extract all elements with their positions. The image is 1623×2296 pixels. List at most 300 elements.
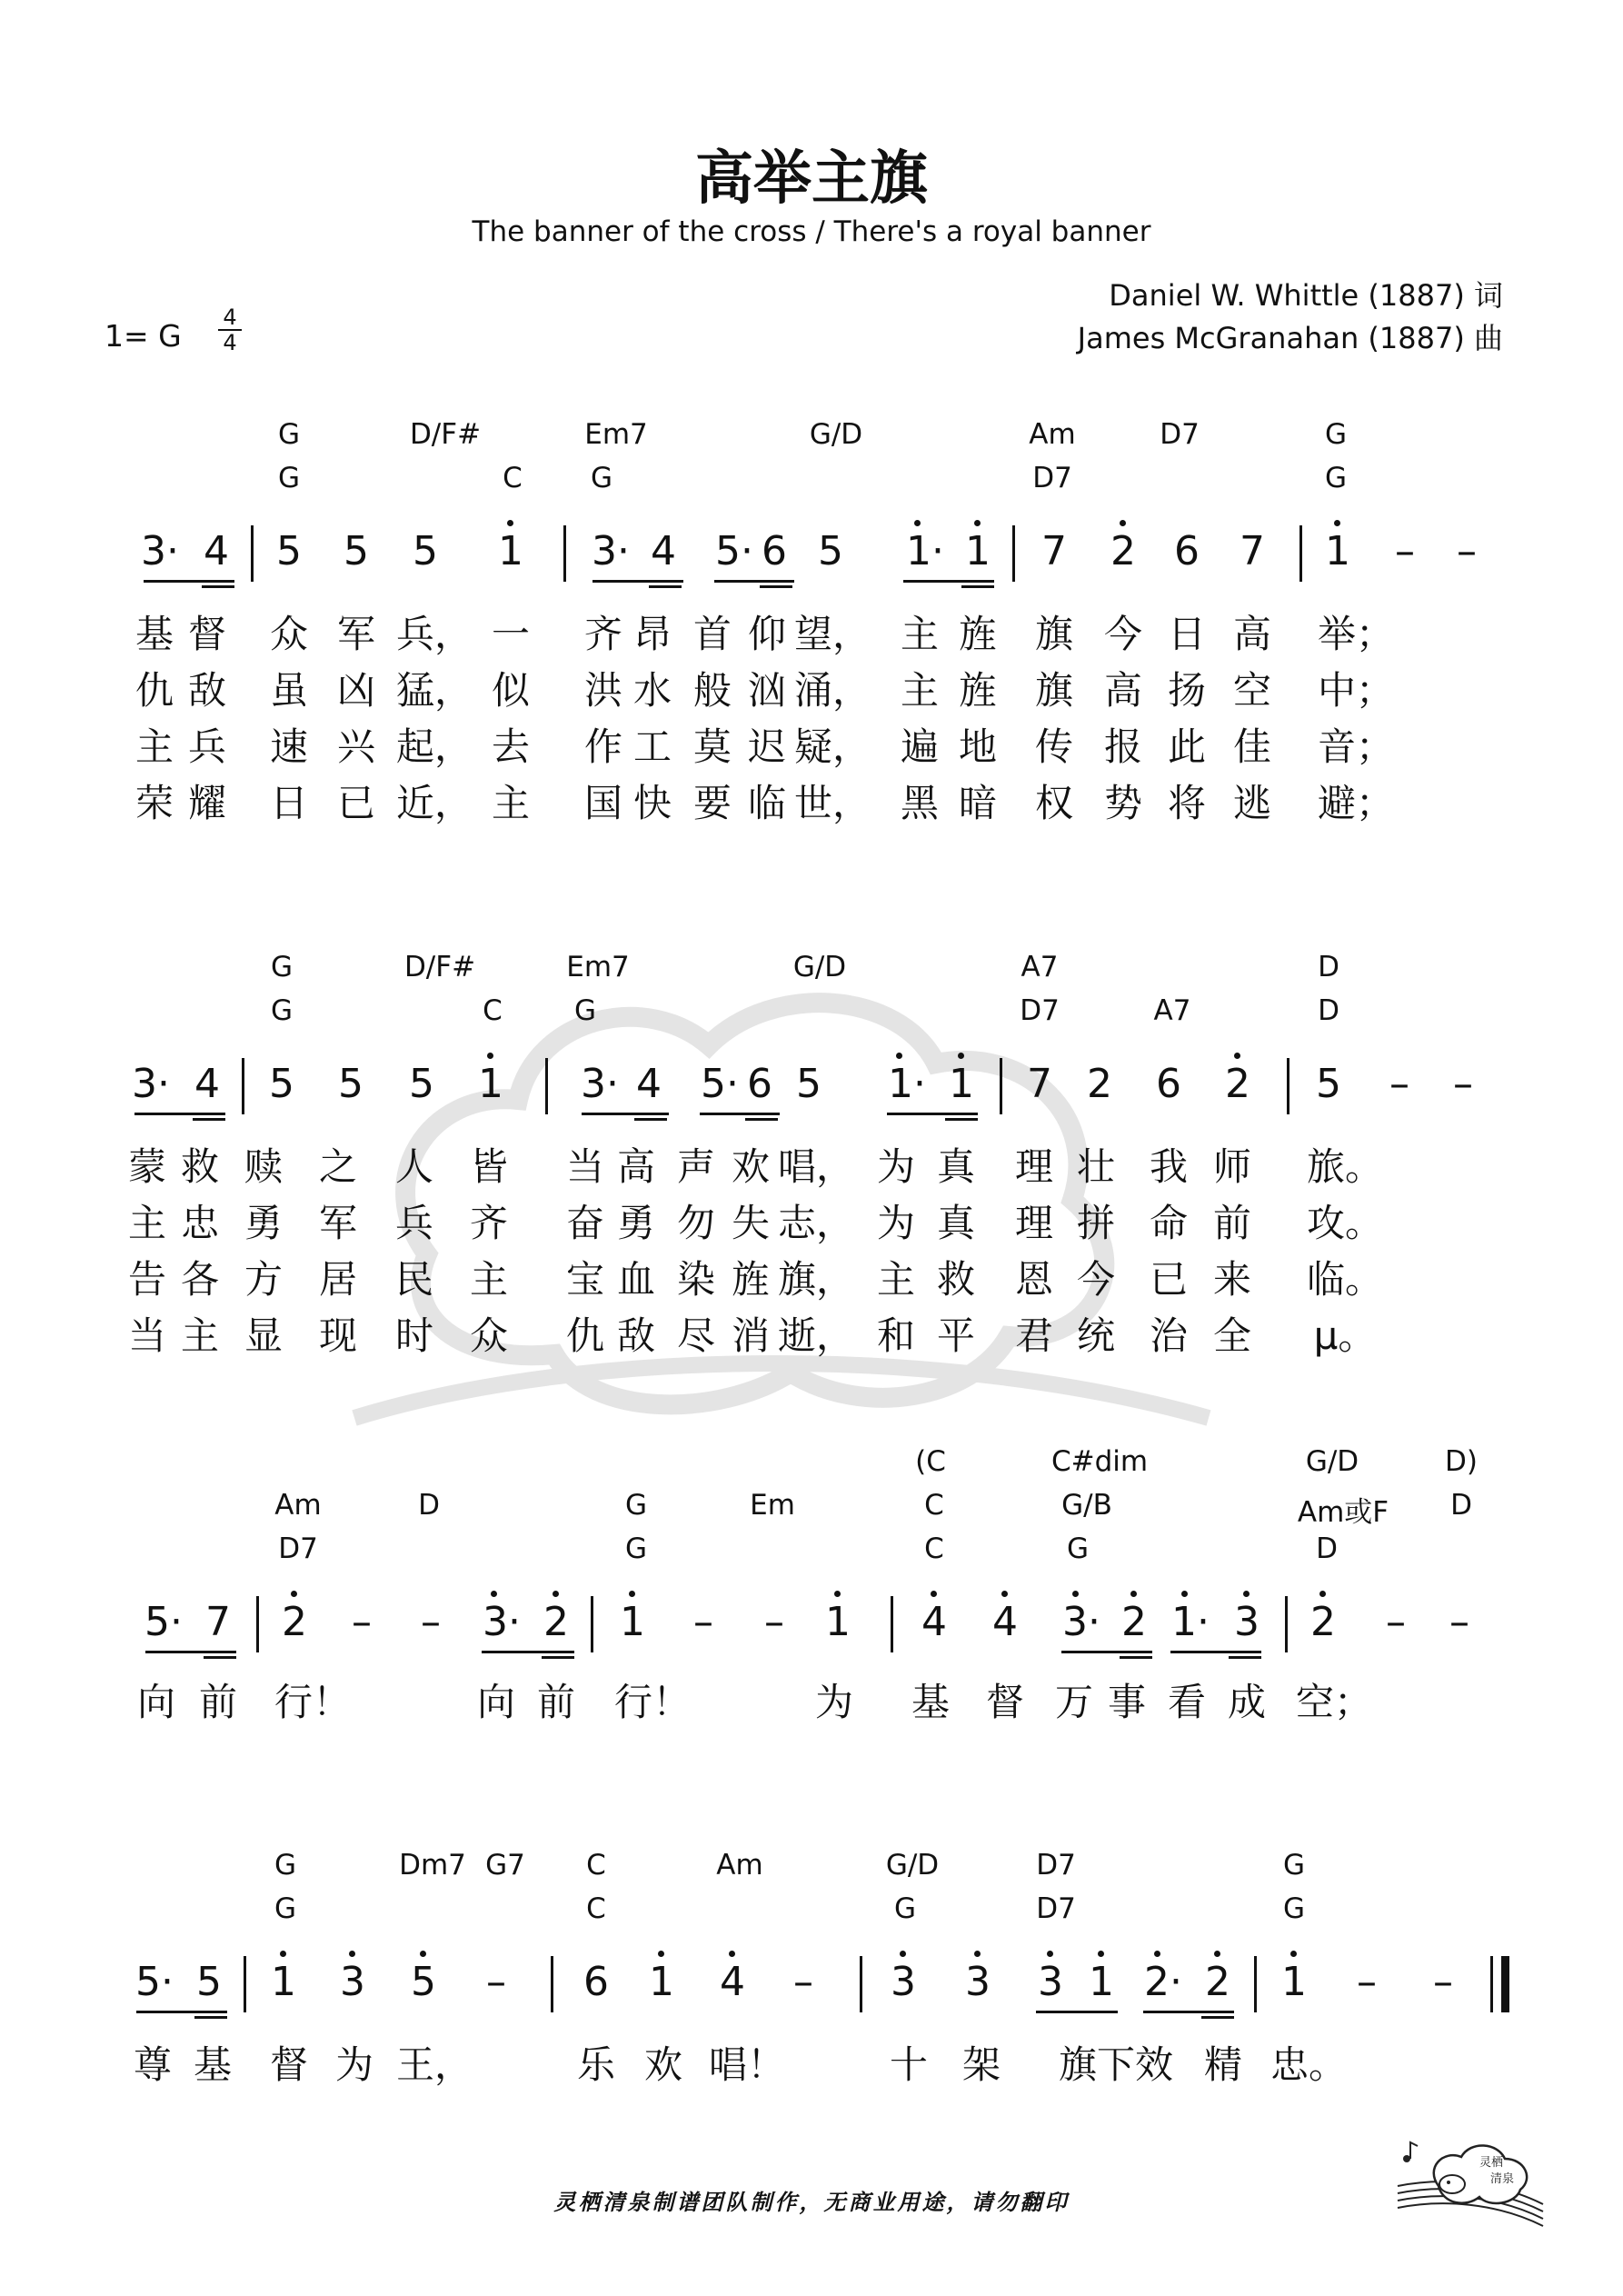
note: – <box>1386 1599 1406 1645</box>
lyric-syllable: 主 <box>876 1257 916 1302</box>
lyric-verse-2 <box>0 1193 1623 1250</box>
final-barline-thick <box>1501 1956 1509 2012</box>
lyric-syllable: 当 <box>565 1144 605 1189</box>
lyric-syllable: 民 <box>394 1257 434 1302</box>
chord: Am <box>274 1489 322 1522</box>
chord: G <box>274 1892 297 1925</box>
lyric-syllable: 仇 <box>565 1313 605 1358</box>
chord: C <box>924 1489 944 1522</box>
sheep-logo <box>1389 2131 1552 2231</box>
lyric-syllable: 赎 <box>244 1144 284 1189</box>
note: 1· <box>1171 1599 1210 1645</box>
lyric-syllable: μ。 <box>1313 1313 1377 1358</box>
final-barline-thin <box>1490 1956 1493 2012</box>
lyric-syllable: 疑， <box>793 724 871 769</box>
octave-dot <box>507 520 513 526</box>
lyric-syllable: 督 <box>187 612 227 656</box>
lyric-syllable: 势 <box>1103 781 1143 825</box>
time-signature <box>218 305 242 354</box>
lyric-syllable: 旗 <box>1034 612 1074 656</box>
lyric-syllable: 理 <box>1014 1144 1054 1189</box>
note: 1· <box>906 528 944 574</box>
beam <box>700 1113 780 1115</box>
note: 5 <box>269 1061 294 1107</box>
lyric-syllable: 主 <box>900 612 940 656</box>
lyric-syllable: 空 <box>1232 668 1272 713</box>
note: – <box>421 1599 441 1645</box>
chord: Am <box>716 1849 763 1882</box>
time-signature-bottom: 4 <box>218 329 242 354</box>
note: 5 <box>1316 1061 1341 1107</box>
lyric-syllable: 之 <box>318 1144 358 1189</box>
lyric-verse-3 <box>0 717 1623 774</box>
note: – <box>1395 528 1415 574</box>
beam <box>193 1118 225 1121</box>
chord: D <box>1318 951 1339 983</box>
lyric-syllable: 为 <box>876 1144 916 1189</box>
lyric-syllable: 齐 <box>583 612 623 656</box>
lyric-syllable: 昂 <box>632 612 672 656</box>
lyric-syllable: 时 <box>394 1313 434 1358</box>
lyric-syllable: 督 <box>269 2042 309 2087</box>
note: – <box>693 1599 713 1645</box>
barline <box>891 1596 893 1652</box>
chord: G <box>590 462 613 494</box>
note: 3· <box>483 1599 521 1645</box>
lyric-syllable: 兵 <box>394 1201 434 1245</box>
lyric-syllable: 音； <box>1317 724 1395 769</box>
lyric-syllable: 望， <box>793 612 871 656</box>
lyric-syllable: 国 <box>583 781 623 825</box>
chord: G7 <box>485 1849 525 1882</box>
chord-row-top <box>0 951 1623 987</box>
lyric-syllable: 扬 <box>1167 668 1207 713</box>
note: 6 <box>583 1959 609 2005</box>
chord: Am或F <box>1297 1496 1389 1529</box>
chord: G/D <box>792 951 847 983</box>
octave-dot <box>1214 1951 1220 1957</box>
chord: G <box>1282 1849 1306 1882</box>
lyric-syllable: 欢 <box>643 2042 683 2087</box>
lyric-syllable: 众 <box>269 612 309 656</box>
chord: D <box>1450 1489 1472 1522</box>
note: 1· <box>888 1061 926 1107</box>
lyric-syllable: 旗， <box>777 1257 855 1302</box>
lyric-syllable: 旗下效 <box>1058 2042 1174 2087</box>
note: 7 <box>1027 1061 1052 1107</box>
lyric-syllable: 空； <box>1295 1680 1373 1724</box>
chord-row-top <box>0 1849 1623 1885</box>
chord: D <box>1316 1532 1338 1565</box>
note: – <box>1453 1061 1473 1107</box>
note: 5 <box>338 1061 363 1107</box>
chord-row-bottom <box>0 994 1623 1031</box>
beam <box>204 1656 236 1659</box>
octave-dot <box>958 1053 964 1059</box>
beam <box>961 585 994 588</box>
octave-dot <box>1072 1591 1079 1597</box>
lyric-syllable: 敌 <box>187 668 227 713</box>
lyric-syllable: 前 <box>1212 1201 1252 1245</box>
lyric-syllable: 迟 <box>747 724 787 769</box>
beam <box>945 1118 978 1121</box>
chord: C <box>586 1892 606 1925</box>
beam <box>1061 1651 1152 1653</box>
chord: G <box>573 994 597 1027</box>
lyric-syllable: 志， <box>777 1201 855 1245</box>
lyric-syllable: 真 <box>936 1144 976 1189</box>
lyric-syllable: 显 <box>244 1313 284 1358</box>
barline <box>1285 1596 1288 1652</box>
note: 2 <box>1121 1599 1147 1645</box>
note: 7 <box>205 1599 231 1645</box>
note: 2 <box>543 1599 569 1645</box>
chord: Am <box>1029 418 1076 451</box>
note: 6 <box>762 528 787 574</box>
octave-dot <box>1047 1951 1053 1957</box>
lyric-syllable: 唱， <box>777 1144 855 1189</box>
note: 3 <box>340 1959 365 2005</box>
octave-dot <box>729 1951 735 1957</box>
lyric-syllable: 师 <box>1212 1144 1252 1189</box>
note: 6 <box>1174 528 1200 574</box>
barline <box>1000 1058 1002 1114</box>
lyric-syllable: 般 <box>692 668 732 713</box>
chord: (C <box>915 1445 946 1478</box>
lyric-syllable: 众 <box>469 1313 509 1358</box>
note: 1 <box>1325 528 1350 574</box>
lyric-syllable: 宝 <box>565 1257 605 1302</box>
beam <box>1120 1656 1152 1659</box>
octave-dot <box>1098 1951 1104 1957</box>
lyric-syllable: 万 <box>1054 1680 1094 1724</box>
beam <box>634 1118 667 1121</box>
octave-dot <box>291 1591 297 1597</box>
note: 5 <box>409 1061 434 1107</box>
barline <box>251 525 254 582</box>
lyric-syllable: 精 <box>1203 2042 1243 2087</box>
lyric-syllable: 世， <box>793 781 871 825</box>
chord: D/F# <box>409 418 482 451</box>
lyric-syllable: 人 <box>394 1144 434 1189</box>
note: 5· <box>701 1061 739 1107</box>
note: 5 <box>276 528 302 574</box>
lyric-syllable: 要 <box>692 781 732 825</box>
octave-dot <box>914 520 921 526</box>
lyric-syllable: 水 <box>632 668 672 713</box>
barline <box>242 1058 244 1114</box>
note: 3 <box>1038 1959 1063 2005</box>
lyric-syllable: 主 <box>180 1313 220 1358</box>
composer-credit: James McGranahan (1887) 曲 <box>1077 321 1503 355</box>
lyric-syllable: 勿 <box>676 1201 716 1245</box>
note: 6 <box>747 1061 772 1107</box>
note: 1 <box>271 1959 296 2005</box>
chord: G <box>624 1532 648 1565</box>
octave-dot <box>1001 1591 1008 1597</box>
note: 4 <box>204 528 229 574</box>
chord: D/F# <box>403 951 476 983</box>
note: – <box>1449 1599 1469 1645</box>
lyric-chorus <box>0 2035 1623 2091</box>
lyric-syllable: 旌 <box>731 1257 771 1302</box>
lyric-syllable: 旌 <box>958 612 998 656</box>
beam <box>542 1656 574 1659</box>
lyric-syllable: 逝， <box>777 1313 855 1358</box>
lyric-syllable: 中； <box>1317 668 1395 713</box>
barline <box>545 1058 548 1114</box>
beam <box>136 2011 227 2013</box>
barline <box>1299 525 1302 582</box>
chord: G/D <box>1305 1445 1359 1478</box>
lyric-syllable: 行！ <box>274 1680 352 1724</box>
note: 1 <box>949 1061 974 1107</box>
lyric-syllable: 前 <box>198 1680 238 1724</box>
lyric-syllable: 高 <box>616 1144 656 1189</box>
lyric-syllable: 真 <box>936 1201 976 1245</box>
beam <box>1229 1656 1261 1659</box>
lyric-syllable: 基 <box>193 2042 233 2087</box>
lyric-syllable: 起， <box>395 724 473 769</box>
chord: G <box>893 1892 917 1925</box>
lyric-syllable: 前 <box>536 1680 576 1724</box>
lyric-syllable: 声 <box>676 1144 716 1189</box>
note: 3 <box>1234 1599 1260 1645</box>
notes-row <box>0 518 1623 591</box>
note: – <box>764 1599 784 1645</box>
lyric-syllable: 凶 <box>336 668 376 713</box>
lyric-syllable: 莫 <box>692 724 732 769</box>
lyric-syllable: 地 <box>958 724 998 769</box>
lyric-syllable: 日 <box>1167 612 1207 656</box>
chord: Em <box>750 1489 795 1522</box>
lyric-syllable: 蒙 <box>127 1144 167 1189</box>
chord: D7 <box>1160 418 1200 451</box>
lyric-syllable: 勇 <box>616 1201 656 1245</box>
lyric-syllable: 王， <box>395 2042 473 2087</box>
lyric-syllable: 壮 <box>1076 1144 1116 1189</box>
lyric-syllable: 暗 <box>958 781 998 825</box>
chord-row-bottom <box>0 1892 1623 1929</box>
note: 5 <box>796 1061 821 1107</box>
lyric-syllable: 皆 <box>469 1144 509 1189</box>
note: – <box>352 1599 372 1645</box>
lyric-syllable: 兴 <box>336 724 376 769</box>
beam <box>482 1651 574 1653</box>
note: 5 <box>344 528 369 574</box>
barline <box>244 1956 246 2012</box>
lyric-syllable: 命 <box>1149 1201 1189 1245</box>
lyric-syllable: 似 <box>491 668 531 713</box>
note: 5 <box>413 528 438 574</box>
chord: G <box>277 418 301 451</box>
note: 2 <box>1110 528 1136 574</box>
chord: D7 <box>1020 994 1060 1027</box>
note: 7 <box>1041 528 1067 574</box>
beam <box>144 580 234 583</box>
note: 4 <box>921 1599 947 1645</box>
lyric-syllable: 报 <box>1103 724 1143 769</box>
note: – <box>486 1959 506 2005</box>
lyric-syllable: 居 <box>318 1257 358 1302</box>
lyric-syllable: 基 <box>134 612 174 656</box>
note: 4 <box>636 1061 662 1107</box>
lyric-verse-4 <box>0 774 1623 830</box>
lyric-syllable: 治 <box>1149 1313 1189 1358</box>
note: 5 <box>411 1959 436 2005</box>
svg-text:灵栖: 灵栖 <box>1479 2156 1504 2170</box>
lyric-syllable: 攻。 <box>1306 1201 1384 1245</box>
chord: G <box>1324 418 1348 451</box>
chord: G <box>270 951 294 983</box>
chord: G/B <box>1061 1489 1112 1522</box>
lyric-syllable: 全 <box>1212 1313 1252 1358</box>
chord: D <box>418 1489 440 1522</box>
beam <box>714 580 794 583</box>
chord: A7 <box>1153 994 1191 1027</box>
lyric-syllable: 猛， <box>395 668 473 713</box>
beam <box>194 2016 227 2019</box>
note: 5· <box>144 1599 183 1645</box>
octave-dot <box>834 1591 841 1597</box>
chord-row-top <box>0 1489 1623 1529</box>
octave-dot <box>900 1951 906 1957</box>
lyric-syllable: 快 <box>632 781 672 825</box>
lyric-syllable: 忠。 <box>1270 2042 1348 2087</box>
note: 4 <box>651 528 676 574</box>
octave-dot <box>1243 1591 1250 1597</box>
lyric-syllable: 虽 <box>269 668 309 713</box>
lyric-syllable: 为 <box>814 1680 854 1724</box>
lyric-syllable: 作 <box>583 724 623 769</box>
lyric-syllable: 尽 <box>676 1313 716 1358</box>
chord: C#dim <box>1050 1445 1149 1478</box>
lyric-syllable: 向 <box>476 1680 516 1724</box>
lyric-syllable: 兵， <box>395 612 473 656</box>
note: 1 <box>1281 1959 1307 2005</box>
note: 3· <box>132 1061 170 1107</box>
lyric-syllable: 高 <box>1232 612 1272 656</box>
chord: D7 <box>1036 1892 1076 1925</box>
octave-dot <box>420 1951 426 1957</box>
note: 1 <box>1089 1959 1114 2005</box>
lyric-syllable: 和 <box>876 1313 916 1358</box>
lyric-syllable: 乐 <box>576 2042 616 2087</box>
chord-row-bottom <box>0 462 1623 498</box>
lyric-syllable: 主 <box>900 668 940 713</box>
chord-row-bottom <box>0 1532 1623 1569</box>
lyric-syllable: 欢 <box>731 1144 771 1189</box>
lyric-syllable: 洪 <box>583 668 623 713</box>
octave-dot <box>1120 520 1126 526</box>
lyric-syllable: 现 <box>318 1313 358 1358</box>
lyric-syllable: 旅。 <box>1306 1144 1384 1189</box>
lyric-syllable: 血 <box>616 1257 656 1302</box>
octave-dot <box>487 1053 493 1059</box>
lyric-syllable: 汹 <box>747 668 787 713</box>
note: 3 <box>891 1959 916 2005</box>
chord: G/D <box>885 1849 940 1882</box>
lyric-syllable: 十 <box>889 2042 929 2087</box>
beam <box>1143 2011 1234 2013</box>
lyric-syllable: 成 <box>1227 1680 1267 1724</box>
barline <box>551 1956 553 2012</box>
note: 1 <box>965 528 991 574</box>
song-subtitle: The banner of the cross / There's a royal banner <box>472 215 1151 248</box>
lyric-syllable: 忠 <box>180 1201 220 1245</box>
lyric-syllable: 一 <box>491 612 531 656</box>
lyric-syllable: 拼 <box>1076 1201 1116 1245</box>
barline <box>1012 525 1015 582</box>
barline <box>256 1596 259 1652</box>
beam <box>649 585 682 588</box>
lyric-syllable: 黑 <box>900 781 940 825</box>
note: 4 <box>720 1959 745 2005</box>
lyric-syllable: 主 <box>127 1201 167 1245</box>
lyric-syllable: 各 <box>180 1257 220 1302</box>
note: 7 <box>1240 528 1265 574</box>
lyric-syllable: 权 <box>1034 781 1074 825</box>
lyric-syllable: 君 <box>1014 1313 1054 1358</box>
lyric-syllable: 旗 <box>1034 668 1074 713</box>
note: 3· <box>141 528 179 574</box>
note: 3· <box>1062 1599 1100 1645</box>
note: 4 <box>992 1599 1018 1645</box>
note: 2 <box>1310 1599 1336 1645</box>
barline <box>1254 1956 1257 2012</box>
chord: G/D <box>809 418 863 451</box>
chord: Em7 <box>566 951 630 983</box>
chord: G <box>1066 1532 1090 1565</box>
lyric-syllable: 军 <box>336 612 376 656</box>
chord-row-alternate <box>0 1445 1623 1482</box>
note: 2 <box>1225 1061 1250 1107</box>
lyric-syllable: 看 <box>1167 1680 1207 1724</box>
chord: D <box>1318 994 1339 1027</box>
note: – <box>1389 1061 1409 1107</box>
chord: Em7 <box>584 418 648 451</box>
lyric-syllable: 近， <box>395 781 473 825</box>
chord: A7 <box>1021 951 1059 983</box>
lyric-syllable: 已 <box>1149 1257 1189 1302</box>
lyric-syllable: 遍 <box>900 724 940 769</box>
chord: D7 <box>278 1532 318 1565</box>
lyric-syllable: 速 <box>269 724 309 769</box>
octave-dot <box>1334 520 1340 526</box>
lyric-syllable: 仰 <box>747 612 787 656</box>
beam <box>1036 2011 1118 2013</box>
lyric-syllable: 告 <box>127 1257 167 1302</box>
lyric-syllable: 督 <box>985 1680 1025 1724</box>
lyric-verse-2 <box>0 661 1623 717</box>
lyric-syllable: 为 <box>876 1201 916 1245</box>
lyric-syllable: 将 <box>1167 781 1207 825</box>
lyric-syllable: 荣 <box>134 781 174 825</box>
octave-dot <box>349 1951 355 1957</box>
lyric-syllable: 失 <box>731 1201 771 1245</box>
note: – <box>793 1959 813 2005</box>
beam <box>887 1113 978 1115</box>
octave-dot <box>896 1053 902 1059</box>
lyric-syllable: 染 <box>676 1257 716 1302</box>
lyric-syllable: 理 <box>1014 1201 1054 1245</box>
note: 1 <box>498 528 523 574</box>
lyric-syllable: 齐 <box>469 1201 509 1245</box>
octave-dot <box>974 1951 981 1957</box>
octave-dot <box>1181 1591 1188 1597</box>
note: 1 <box>620 1599 645 1645</box>
octave-dot <box>931 1591 937 1597</box>
